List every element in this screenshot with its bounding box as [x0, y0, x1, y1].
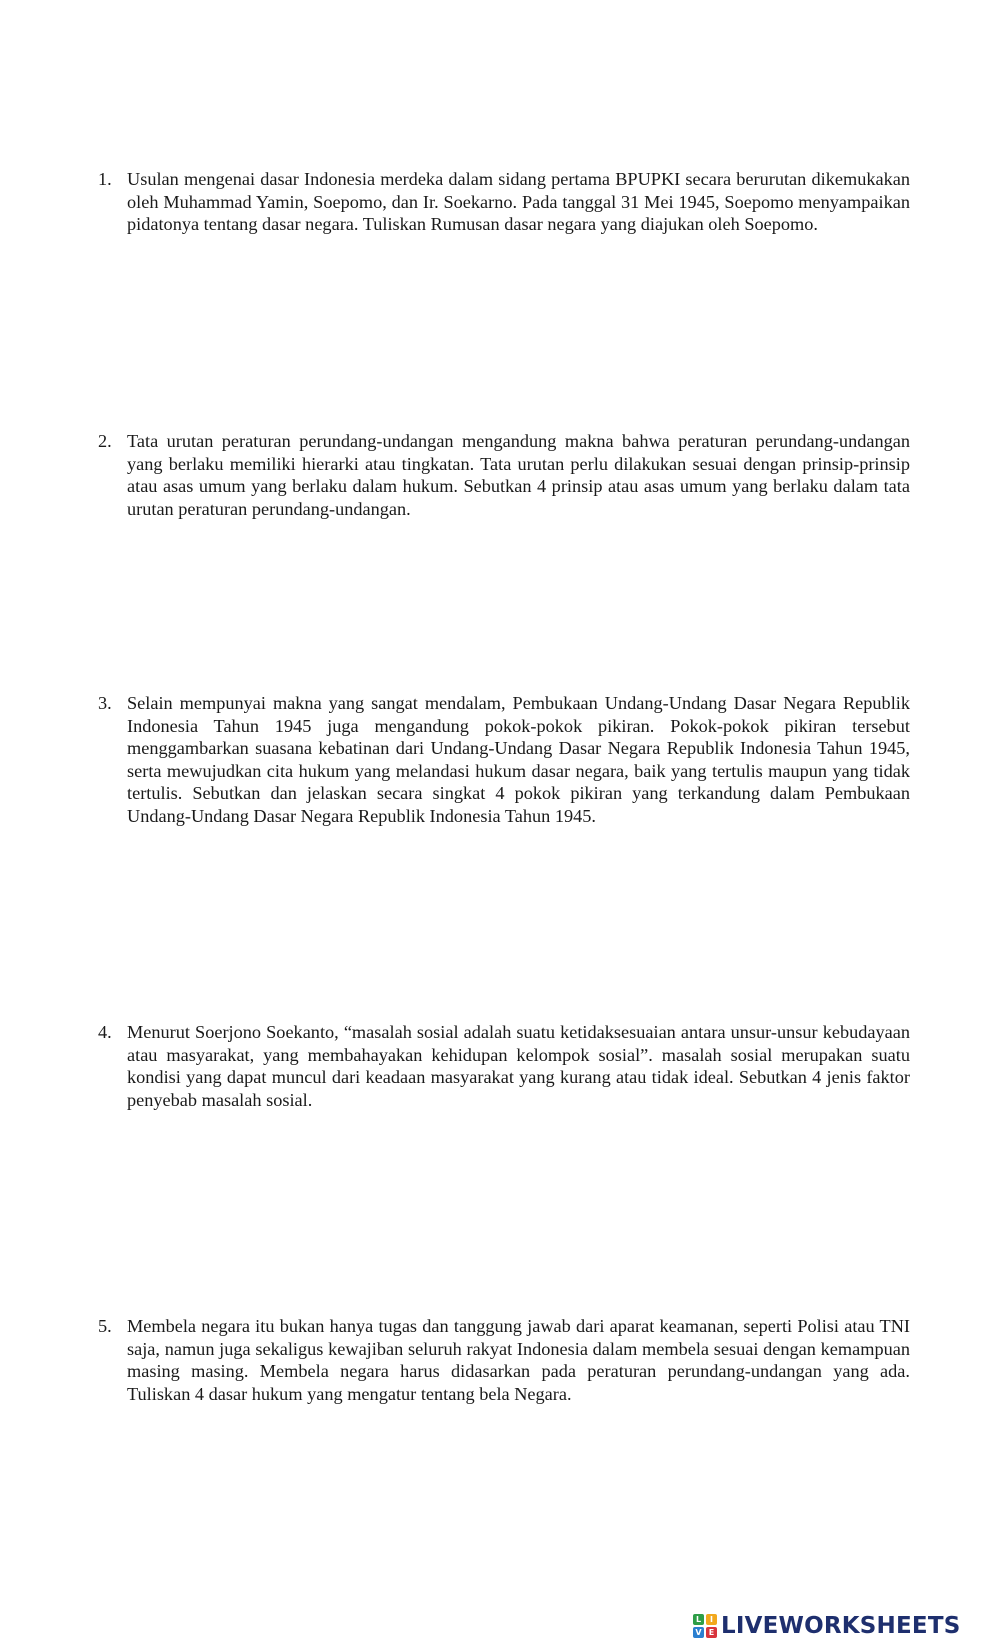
question-text: Menurut Soerjono Soekanto, “masalah sosial adalah suatu ketidaksesuaian antara unsur-unsur kebudayaan atau masyarakat, yang membahayakan kehidupan kelompok sosial”. masalah sosial merupakan suatu kondisi yang dapat muncul dari keadaan masyarakat yang kurang atau tidak ideal. Sebutkan 4 jenis faktor penyebab masalah sosial. [127, 1022, 910, 1110]
question-text: Usulan mengenai dasar Indonesia merdeka dalam sidang pertama BPUPKI secara berurutan dikemukakan oleh Muhammad Yamin, Soepomo, dan Ir. Soekarno. Pada tanggal 31 Mei 1945, Soepomo menyampaikan pidatonya tentang dasar negara. Tuliskan Rumusan dasar negara yang diajukan oleh Soepomo. [127, 169, 910, 235]
question-3 [98, 692, 910, 828]
question-4 [98, 1021, 910, 1111]
liveworksheets-wordmark: LIVEWORKSHEETS [721, 1613, 961, 1639]
question-text: Selain mempunyai makna yang sangat mendalam, Pembukaan Undang-Undang Dasar Negara Republik Indonesia Tahun 1945 juga mengandung pokok-pokok pikiran. Pokok-pokok pikiran tersebut menggambarkan suasana kebatinan dari Undang-Undang Dasar Negara Republik Indonesia Tahun 1945, serta mewujudkan cita hukum yang melandasi hukum dasar negara, baik yang tertulis maupun yang tidak tertulis. Sebutkan dan jelaskan secara singkat 4 pokok pikiran yang terkandung dalam Pembukaan Undang-Undang Dasar Negara Republik Indonesia Tahun 1945. [127, 693, 910, 826]
question-2 [98, 430, 910, 520]
logo-cell-e: E [706, 1627, 717, 1638]
question-number: 2. [98, 431, 112, 451]
question-number: 4. [98, 1022, 112, 1042]
question-number: 3. [98, 693, 112, 713]
question-number: 5. [98, 1316, 112, 1336]
question-number: 1. [98, 169, 112, 189]
question-text: Tata urutan peraturan perundang-undangan mengandung makna bahwa peraturan perundang-undangan yang berlaku memiliki hierarki atau tingkatan. Tata urutan perlu dilakukan sesuai dengan prinsip-prinsip atau asas umum yang berlaku dalam hukum. Sebutkan 4 prinsip atau asas umum yang berlaku dalam tata urutan peraturan perundang-undangan. [127, 431, 910, 519]
logo-cell-l: L [693, 1614, 704, 1625]
question-text: Membela negara itu bukan hanya tugas dan tanggung jawab dari aparat keamanan, seperti Polisi atau TNI saja, namun juga sekaligus kewajiban seluruh rakyat Indonesia dalam membela sesuai dengan kemampuan masing masing. Membela negara harus didasarkan pada peraturan perundang-undangan yang ada. Tuliskan 4 dasar hukum yang mengatur tentang bela Negara. [127, 1316, 910, 1404]
question-5 [98, 1315, 910, 1405]
liveworksheets-brand[interactable] [693, 1611, 960, 1641]
logo-cell-i: I [706, 1614, 717, 1625]
liveworksheets-logo-icon [693, 1614, 717, 1638]
question-1 [98, 168, 910, 236]
logo-cell-v: V [693, 1627, 704, 1638]
